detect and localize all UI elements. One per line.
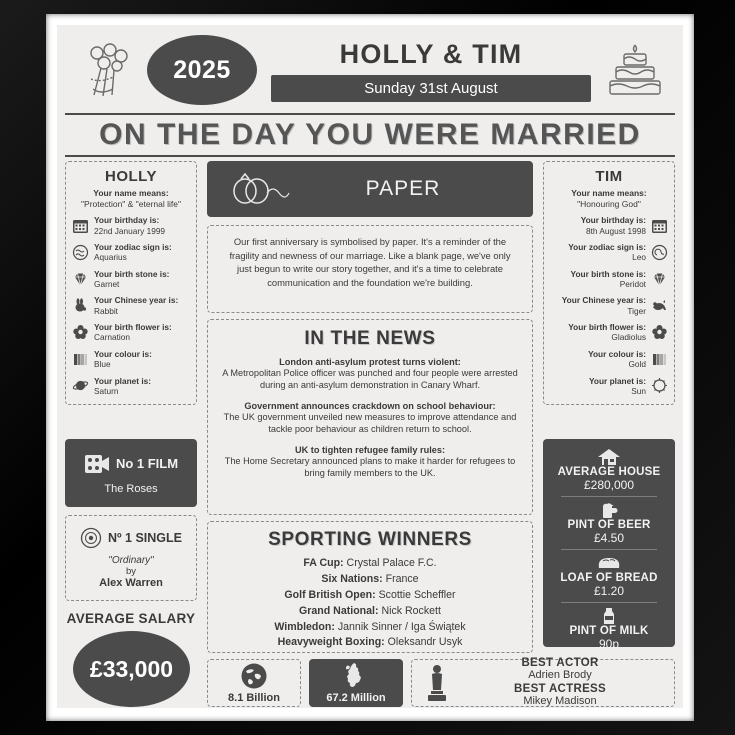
best-actor-value: Adrien Brody: [528, 669, 592, 681]
sport-value: Scottie Scheffler: [378, 588, 456, 601]
palette-icon: [72, 351, 89, 368]
rabbit-icon: [72, 297, 89, 314]
average-salary-badge: [73, 631, 190, 707]
planet-icon: [72, 377, 89, 394]
tim-planet-label: Your planet is:: [588, 375, 646, 386]
holly-birthstone-value: Garnet: [94, 279, 120, 290]
page-title: [65, 113, 675, 157]
holly-fact-birthday: [72, 215, 190, 236]
film-title: The Roses: [104, 482, 158, 495]
sport-label: Grand National:: [299, 604, 379, 617]
sport-label: Six Nations:: [321, 572, 383, 585]
sport-label: Wimbledon:: [274, 620, 335, 633]
globe-icon: [240, 662, 268, 690]
wedding-rings-icon: [219, 169, 291, 209]
holly-planet-value: Saturn: [94, 385, 119, 396]
sport-row: [218, 635, 522, 651]
anniversary-description-text: Our first anniversary is symbolised by paper. It's a reminder of the fragility and newness of our marriage. Like a blank page, we've only just begun to write our story together, and it's a time to celebrate communication and the foundation we're building.: [229, 236, 511, 288]
sport-title: SPORTING WINNERS: [268, 529, 472, 550]
holly-fact-birthstone: [72, 269, 190, 290]
holly-birth-flower-value: Carnation: [94, 332, 130, 343]
number-one-film-panel: [65, 439, 197, 507]
holly-fact-chinese-year: [72, 295, 190, 316]
sport-value: Crystal Palace F.C.: [346, 557, 437, 569]
tim-name: TIM: [595, 168, 623, 185]
tim-meaning-value: "Honouring God": [577, 198, 641, 209]
milk-icon: [547, 606, 671, 625]
sport-label: FA Cup:: [303, 557, 344, 569]
frame-mat: [46, 14, 694, 721]
cost-value: 90p: [598, 637, 620, 651]
house-icon: [547, 447, 671, 466]
anniversary-banner: [207, 161, 533, 217]
holly-chinese-year-value: Rabbit: [94, 305, 118, 316]
holly-zodiac-value: Aquarius: [94, 252, 127, 263]
sport-row: [218, 604, 522, 620]
zodiac-icon: [72, 244, 89, 261]
tim-fact-colour: [550, 349, 668, 370]
uk-map-icon: [343, 662, 369, 690]
bread-icon: [547, 553, 671, 572]
divider: [561, 496, 658, 497]
news-item: [220, 357, 520, 392]
bouquet-icon: [77, 39, 139, 101]
anniversary-material: PAPER: [365, 177, 441, 200]
zodiac-icon: [651, 244, 668, 261]
sport-value: Nick Rockett: [381, 604, 441, 617]
sport-value: Oleksandr Usyk: [387, 636, 463, 649]
single-title: "Ordinary": [108, 555, 154, 566]
sporting-winners-panel: [207, 521, 533, 653]
gem-icon: [651, 271, 668, 288]
holly-birthstone-label: Your birth stone is:: [94, 268, 170, 279]
holly-fact-colour: [72, 349, 190, 370]
holly-name-meaning: [72, 188, 190, 209]
year-badge: [147, 35, 257, 105]
news-body: A Metropolitan Police officer was punched and four people were arrested during an anti-asylum demonstration in Canary Wharf.: [222, 368, 518, 391]
uk-population-panel: [309, 659, 403, 707]
holly-chinese-year-label: Your Chinese year is:: [94, 295, 179, 306]
best-actress-value: Mikey Madison: [523, 695, 597, 707]
tim-fact-planet: [550, 376, 668, 397]
gem-icon: [72, 271, 89, 288]
holly-colour-label: Your colour is:: [94, 348, 152, 359]
number-one-single-panel: [65, 515, 197, 601]
cost-item-milk: [547, 606, 671, 651]
news-item: [220, 401, 520, 436]
cost-label: PINT OF BEER: [567, 519, 651, 531]
anniversary-description: [207, 225, 533, 313]
tim-fact-zodiac: [550, 242, 668, 263]
palette-icon: [651, 351, 668, 368]
tim-birth-flower-value: Gladiolus: [611, 332, 646, 343]
average-salary-label: AVERAGE SALARY: [66, 611, 196, 626]
news-item: [220, 445, 520, 480]
sport-value: Jannik Sinner / Iga Świątek: [337, 620, 466, 633]
single-label: Nº 1 SINGLE: [107, 531, 183, 545]
calendar-icon: [651, 217, 668, 234]
news-body: The Home Secretary announced plans to make it harder for refugees to bring family members to the UK.: [224, 455, 516, 479]
sport-row: [218, 556, 522, 572]
vinyl-record-icon: [80, 527, 102, 549]
holly-birthday-value: 22nd January 1999: [94, 225, 166, 236]
tim-fact-birth-flower: [550, 322, 668, 343]
cost-value: £280,000: [583, 478, 635, 492]
holly-colour-value: Blue: [94, 359, 111, 370]
holly-fact-birth-flower: [72, 322, 190, 343]
tim-birth-flower-label: Your birth flower is:: [568, 322, 646, 333]
film-label: No 1 FILM: [115, 456, 179, 471]
cost-item-beer: [547, 500, 671, 545]
world-population-panel: [207, 659, 301, 707]
tim-birthstone-value: Peridot: [619, 279, 646, 290]
tim-fact-chinese-year: [550, 295, 668, 316]
anniversary-poster: [57, 25, 683, 708]
holly-fact-zodiac: [72, 242, 190, 263]
divider: [561, 549, 658, 550]
best-actor-label: BEST ACTOR: [521, 657, 599, 669]
tim-chinese-year-label: Your Chinese year is:: [561, 295, 646, 306]
tim-birthstone-label: Your birth stone is:: [570, 268, 646, 279]
sport-label: Golf British Open:: [284, 588, 376, 601]
page-title-text: ON THE DAY YOU WERE MARRIED: [99, 118, 641, 151]
cost-label: PINT OF MILK: [569, 625, 649, 637]
couple-names: HOLLY & TIM: [339, 39, 523, 69]
news-panel: [207, 319, 533, 515]
cost-item-bread: [547, 553, 671, 598]
holly-birth-flower-label: Your birth flower is:: [94, 322, 172, 333]
person-panel-holly: [65, 161, 197, 405]
film-reel-icon: [84, 452, 110, 476]
cost-label: AVERAGE HOUSE: [557, 466, 661, 478]
tiger-icon: [651, 297, 668, 314]
tim-zodiac-value: Leo: [632, 252, 646, 263]
holly-meaning-value: "Protection" & "eternal life": [81, 198, 181, 209]
tim-chinese-year-value: Tiger: [627, 305, 646, 316]
sport-row: [218, 572, 522, 588]
holly-birthday-label: Your birthday is:: [94, 215, 160, 226]
tim-zodiac-label: Your zodiac sign is:: [568, 241, 646, 252]
year-text: 2025: [173, 55, 231, 84]
oscar-statuette-icon: [420, 662, 454, 704]
person-panel-tim: [543, 161, 675, 405]
divider: [561, 602, 658, 603]
sport-row: [218, 620, 522, 636]
wedding-cake-icon: [602, 39, 668, 101]
poster-header: [67, 33, 673, 107]
uk-population-value: 67.2 Million: [326, 692, 386, 704]
holly-fact-planet: [72, 376, 190, 397]
tim-colour-value: Gold: [628, 359, 646, 370]
holly-meaning-label: Your name means:: [93, 188, 169, 198]
sport-label: Heavyweight Boxing:: [277, 636, 385, 649]
flower-icon: [72, 324, 89, 341]
tim-colour-label: Your colour is:: [588, 348, 646, 359]
cost-value: £4.50: [593, 531, 625, 545]
holly-zodiac-label: Your zodiac sign is:: [94, 241, 172, 252]
tim-name-meaning: [550, 188, 668, 209]
best-actress-label: BEST ACTRESS: [514, 683, 606, 695]
sport-row: [218, 588, 522, 604]
tim-birthday-value: 8th August 1998: [586, 225, 646, 236]
tim-fact-birthday: [550, 215, 668, 236]
cost-value: £1.20: [593, 584, 625, 598]
beer-icon: [547, 500, 671, 519]
news-headline: Government announces crackdown on school behaviour:: [244, 400, 496, 411]
planet-icon: [651, 377, 668, 394]
average-salary-value: £33,000: [89, 655, 174, 682]
flower-icon: [651, 324, 668, 341]
sport-value: France: [385, 572, 419, 585]
news-headline: UK to tighten refugee family rules:: [294, 444, 446, 455]
calendar-icon: [72, 217, 89, 234]
news-body: The UK government unveiled new measures to improve attendance and tackle poor behaviour as children return to school.: [223, 411, 517, 435]
awards-panel: [411, 659, 675, 707]
tim-birthday-label: Your birthday is:: [580, 215, 646, 226]
single-artist: Alex Warren: [99, 577, 163, 589]
tim-meaning-label: Your name means:: [571, 188, 647, 198]
tim-fact-birthstone: [550, 269, 668, 290]
wedding-date-text: Sunday 31st August: [364, 80, 498, 97]
world-population-value: 8.1 Billion: [228, 692, 280, 704]
wedding-date-bar: [271, 75, 591, 102]
single-by-label: by: [125, 566, 137, 577]
news-title: IN THE NEWS: [304, 328, 436, 349]
tim-planet-value: Sun: [631, 385, 646, 396]
cost-label: LOAF OF BREAD: [560, 572, 658, 584]
holly-name: HOLLY: [105, 168, 157, 185]
cost-of-living-panel: [543, 439, 675, 651]
cost-item-house: [547, 447, 671, 492]
news-headline: London anti-asylum protest turns violent:: [279, 357, 461, 367]
holly-planet-label: Your planet is:: [94, 375, 152, 386]
